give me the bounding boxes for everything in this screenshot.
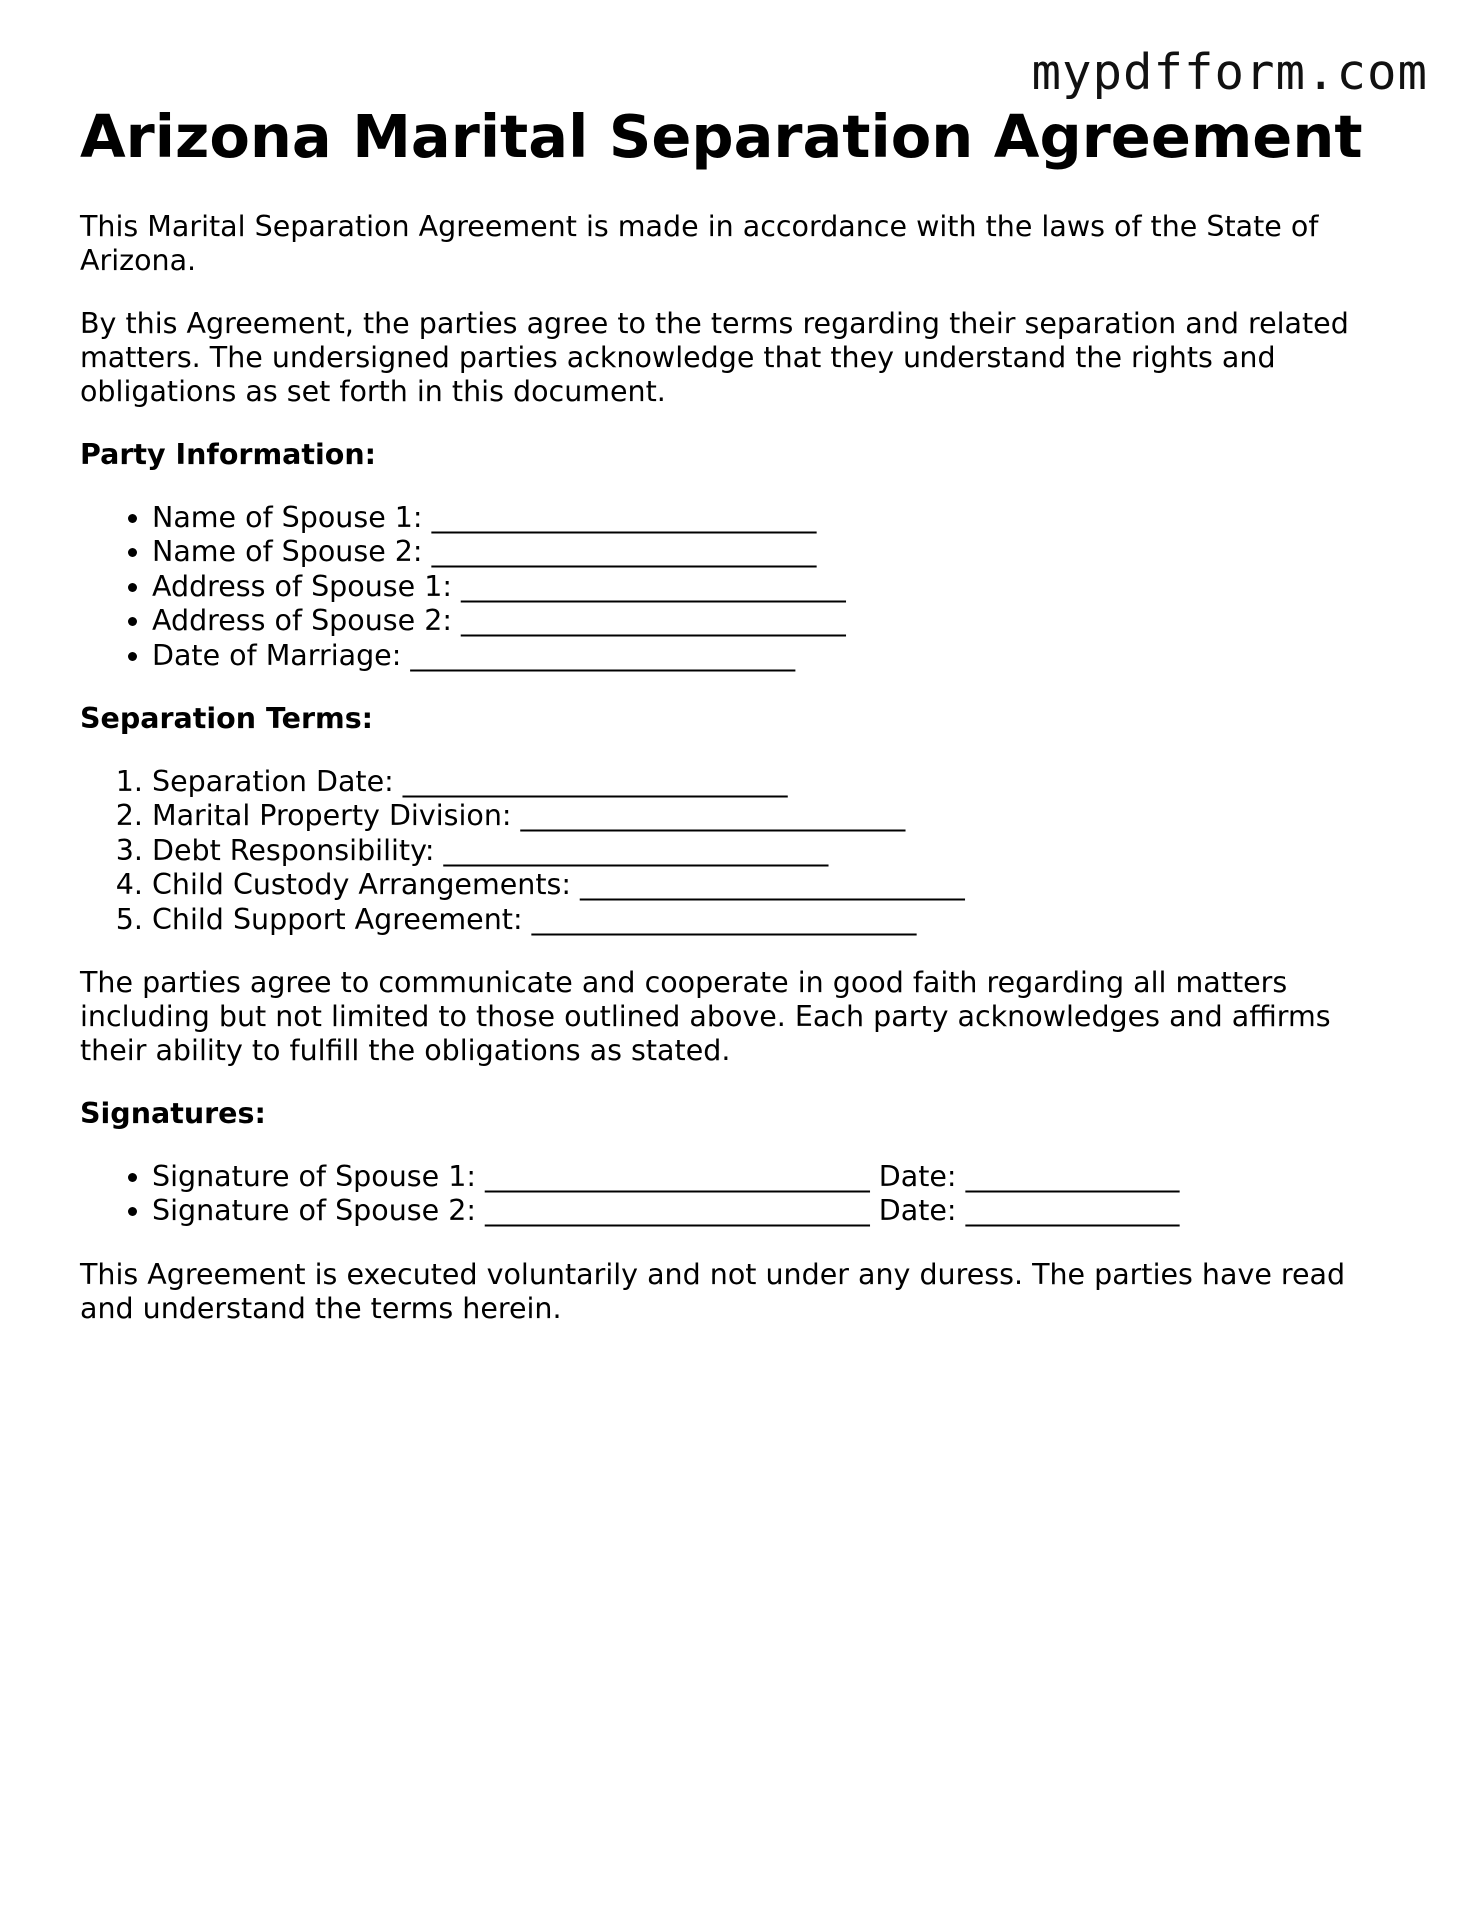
field-child-support: 5. Child Support Agreement: ___________________________ [152,903,1400,937]
separation-terms-list [80,765,1400,937]
field-spouse-2-name: • Name of Spouse 2: ___________________________ [152,535,1400,569]
signature-line-spouse-2: • Signature of Spouse 2: ___________________________ Date: _______________ [152,1194,1400,1228]
field-separation-date: 1. Separation Date: ___________________________ [152,765,1400,799]
field-spouse-1-address: • Address of Spouse 1: ___________________________ [152,570,1400,604]
watermark: mypdfform.com [1031,44,1428,101]
field-spouse-2-address: • Address of Spouse 2: ___________________________ [152,604,1400,638]
field-spouse-1-name: • Name of Spouse 1: ___________________________ [152,501,1400,535]
signatures-list [80,1160,1400,1229]
signatures-heading: Signatures: [80,1097,266,1131]
field-child-custody: 4. Child Custody Arrangements: ___________________________ [152,868,1400,902]
document-title: Arizona Marital Separation Agreement [80,102,1363,171]
separation-terms-heading: Separation Terms: [80,702,374,736]
field-debt-responsibility: 3. Debt Responsibility: ___________________________ [152,834,1400,868]
intro-paragraph-1: This Marital Separation Agreement is made in accordance with the laws of the State of Arizona. [80,210,1319,277]
cooperation-paragraph: The parties agree to communicate and cooperate in good faith regarding all matters including but not limited to those outlined above. Each party acknowledges and affirms their ability to fulfill the obligations as stated. [80,966,1331,1068]
signature-line-spouse-1: • Signature of Spouse 1: ___________________________ Date: _______________ [152,1160,1400,1194]
closing-paragraph: This Agreement is executed voluntarily and not under any duress. The parties have read and understand the terms herein. [80,1257,1346,1325]
party-information-heading: Party Information: [80,438,377,471]
field-property-division: 2. Marital Property Division: ___________________________ [152,799,1400,833]
document-body [80,101,1400,1326]
field-date-of-marriage: • Date of Marriage: ___________________________ [152,639,1400,673]
intro-paragraph-2: By this Agreement, the parties agree to the terms regarding their separation and related matters. The undersigned parties acknowledge that they understand the rights and obligations as set forth in this document. [80,307,1349,408]
party-information-list [80,501,1400,673]
